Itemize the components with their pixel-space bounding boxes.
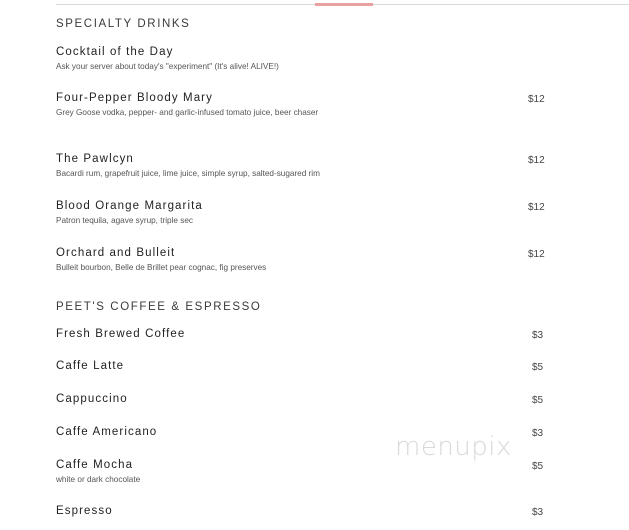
menu-item (56, 152, 556, 180)
item-name: Espresso (56, 505, 113, 517)
menu-item (56, 246, 556, 274)
item-name: Orchard and Bulleit (56, 247, 176, 259)
item-price: $3 (532, 330, 544, 341)
item-name: Cocktail of the Day (56, 46, 174, 58)
menu-item (56, 45, 556, 73)
active-tab-indicator (315, 3, 373, 6)
item-price: $12 (528, 249, 545, 260)
item-description: Patron tequila, agave syrup, triple sec (56, 216, 193, 225)
item-name: Caffe Latte (56, 360, 125, 372)
item-price: $3 (532, 507, 544, 518)
item-name: Blood Orange Margarita (56, 200, 203, 212)
item-name: Caffe Mocha (56, 459, 134, 471)
menu-item (56, 504, 556, 518)
item-name: Fresh Brewed Coffee (56, 328, 186, 340)
menu-item (56, 458, 556, 486)
watermark-logo: menupix (395, 432, 512, 462)
item-description: Bulleit bourbon, Belle de Brillet pear cognac, fig preserves (56, 263, 267, 272)
item-price: $5 (532, 395, 544, 406)
section-title-coffee-espresso: PEET'S COFFEE & ESPRESSO (56, 301, 262, 313)
section-title-specialty-drinks: SPECIALTY DRINKS (56, 18, 191, 30)
item-description: Grey Goose vodka, pepper- and garlic-infused tomato juice, beer chaser (56, 108, 319, 117)
item-price: $12 (528, 202, 545, 213)
menu-item (56, 327, 556, 341)
menu-item (56, 199, 556, 227)
item-price: $3 (532, 428, 544, 439)
menu-item (56, 392, 556, 406)
item-name: Four-Pepper Bloody Mary (56, 92, 213, 104)
menu-item (56, 359, 556, 373)
item-price: $12 (528, 155, 545, 166)
item-description: Ask your server about today's "experiment" (It's alive! ALIVE!) (56, 62, 279, 71)
menu-item (56, 91, 556, 119)
item-description: Bacardi rum, grapefruit juice, lime juice, simple syrup, salted-sugared rim (56, 169, 320, 178)
item-price: $5 (532, 461, 544, 472)
item-description: white or dark chocolate (56, 475, 141, 484)
item-name: The Pawlcyn (56, 153, 134, 165)
item-name: Cappuccino (56, 393, 128, 405)
item-name: Caffe Americano (56, 426, 158, 438)
item-price: $5 (532, 362, 544, 373)
item-price: $12 (528, 94, 545, 105)
